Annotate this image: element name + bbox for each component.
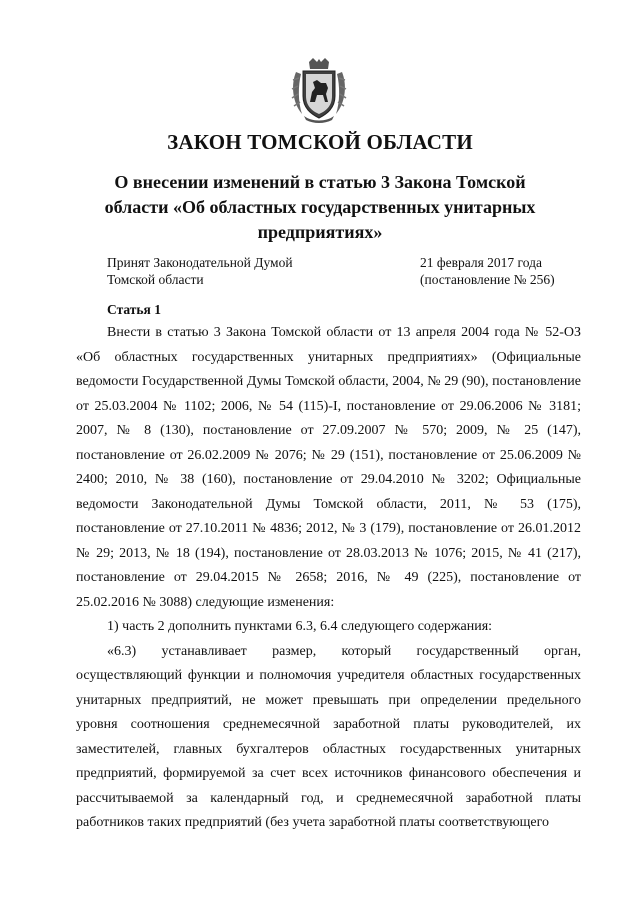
resolution-number: (постановление № 256) [420, 272, 555, 287]
adoption-date: 21 февраля 2017 года [420, 255, 542, 270]
article-heading: Статья 1 [107, 302, 161, 317]
law-subtitle: О внесении изменений в статью 3 Закона Томской области «Об областных государственных унитарных предприятиях» [104, 172, 536, 242]
article-paragraph: 1) часть 2 дополнить пунктами 6.3, 6.4 следующего содержания: [107, 619, 493, 634]
article-paragraph: Внести в статью 3 Закона Томской области от 13 апреля 2004 года № 52-ОЗ «Об областных государственных унитарных предприятиях» (Официальные ведомости Государственной Думы Томской области, 2004, № 29 (90), постановление от 25.03.2004 № 1102; 2006, № 54 (115)-I, постановление от 29.06.2006 № 3181; 2007, № 8 (130), постановление от 27.09.2007 № 570; 2009, № 25 (147), постановление от 26.02.2009 № 2076; № 29 (151), постановление от 25.06.2009 № 2400; 2010, № 38 (160), постановление от 29.04.2010 № 3202; Официальные ведомости Законодательной Думы Томской области, 2011, № 53 (175), постановление от 27.10.2011 № 4836; 2012, № 3 (179), постановление от 26.01.2012 № 29; 2013, № 18 (194), постановление от 28.03.2013 № 1076; 2015, № 41 (217), постановление от 29.04.2015 № 2658; 2016, № 49 (225), постановление от 25.02.2016 № 3088) следующие изменения: [76, 325, 581, 610]
article-body [76, 321, 581, 836]
article-paragraph: «6.3) устанавливает размер, который государственный орган, осуществляющий функции и полномочия учредителя областных государственных унитарных предприятий, не может превышать при определении предельного уровня соотношения среднемесячной заработной платы руководителей, их заместителей, главных бухгалтеров областных государственных унитарных предприятий, формируемой за счет всех источников финансового обеспечения и рассчитываемой за календарный год, и среднемесячной заработной платы работников таких предприятий (без учета заработной платы соответствующего [76, 643, 581, 830]
adopted-by-block [107, 254, 293, 288]
adopted-by-line2: Томской области [107, 272, 204, 287]
tomsk-coat-of-arms-icon [290, 58, 348, 124]
adoption-date-block [420, 254, 555, 288]
law-title: ЗАКОН ТОМСКОЙ ОБЛАСТИ [167, 130, 473, 154]
adopted-by-line1: Принят Законодательной Думой [107, 255, 293, 270]
